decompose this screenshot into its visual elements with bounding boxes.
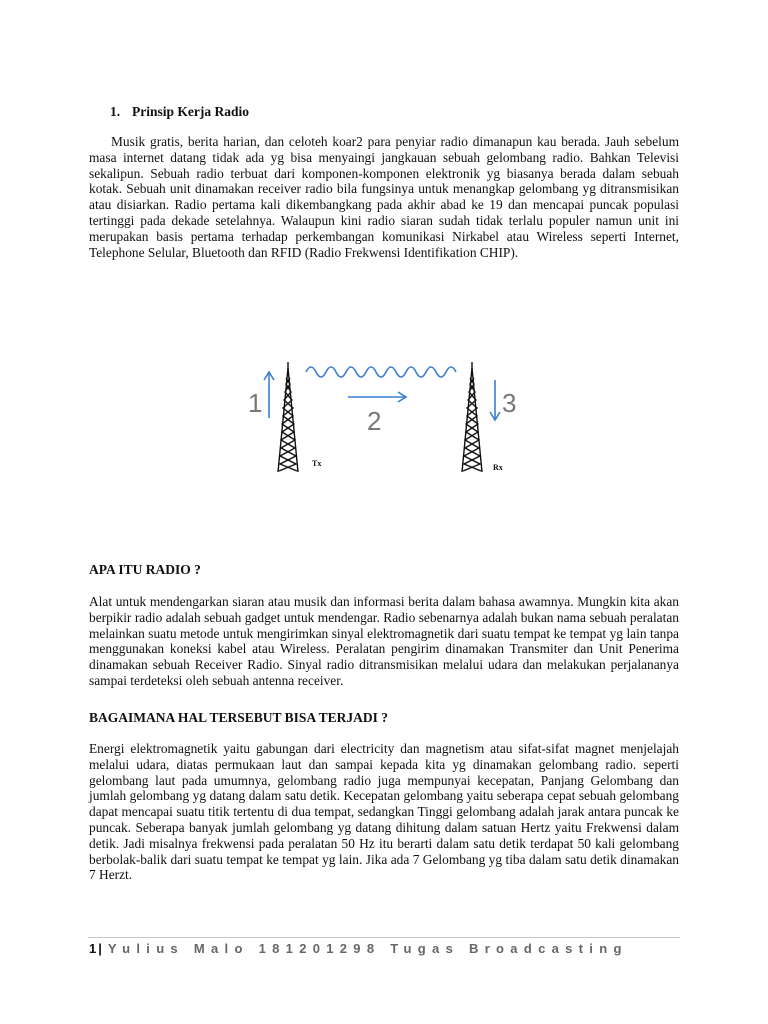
receiver-tower-icon [462, 362, 482, 472]
paragraph-bagaimana: Energi elektromagnetik yaitu gabungan dari electricity dan magnetism atau sifat-sifat magnet menjelajah melalui udara, diatas permukaan laut dan sampai kepada kita yg dinamakan gelombang radio. seperti gelombang laut pada umumnya, gelombang radio juga mempunyai kecepatan, Panjang Gelombang dan jumlah gelombang yg datang dalam satu detik. Kecepatan gelombang yaitu seberapa cepat sebuah gelombang dapat mencapai suatu titik tertentu di dua tempat, sedangkan Tinggi gelombang adalah jarak antara puncak ke puncak. Seberapa banyak jumlah gelombang yg datang dihitung dalam satuan Hertz yaitu Frekwensi dalam detik. Jadi misalnya frekwensi pada peralatan 50 Hz itu berarti dalam satu detik terdapat 50 kali gelombang berbolak-balik dari suatu tempat ke tempat yg lain. Jika ada 7 Gelombang yg tiba dalam satu detik dinamakan 7 Herzt. [89, 741, 679, 883]
rx-label: Rx [493, 463, 503, 472]
radio-transmission-diagram [240, 350, 530, 480]
section-title: Prinsip Kerja Radio [132, 104, 249, 119]
page-number: 1 [89, 941, 97, 956]
paragraph-prinsip: Musik gratis, berita harian, dan celoteh koar2 para penyiar radio dimanapun kau berada. Jauh sebelum masa internet datang tidak ada yg bisa menyaingi jangkauan sebuah gelombang radio. Bahkan Televisi sekalipun. Sebuah radio terbuat dari komponen-komponen elektronik yg biasanya berada dalam sebuah kotak. Sebuah unit dinamakan receiver radio bila fungsinya untuk menangkap gelombang yg ditransmisikan atau disiarkan. Radio pertama kali dikembangkang pada akhir abad ke 19 dan mencapai puncak populasi tertinggi pada dekade setelahnya. Walaupun kini radio siaran sudah tidak terlalu populer namun unit ini merupakan basis pertama terhadap perkembangan komunikasi Nirkabel atau Wireless seperti Internet, Telephone Selular, Bluetooth dan RFID (Radio Frekwensi Identifikation CHIP). [89, 134, 679, 260]
section-heading-prinsip [110, 104, 249, 120]
diagram-label-1: 1 [248, 388, 263, 418]
page-footer [89, 941, 628, 956]
right-arrow-icon [348, 392, 406, 402]
tx-label: Tx [312, 459, 322, 468]
up-arrow-icon [264, 372, 274, 418]
section-heading-bagaimana: BAGAIMANA HAL TERSEBUT BISA TERJADI ? [89, 710, 388, 725]
footer-divider [88, 937, 680, 938]
down-arrow-icon [490, 380, 500, 420]
diagram-label-3: 3 [502, 388, 517, 418]
section-heading-apa-itu-radio: APA ITU RADIO ? [89, 562, 201, 577]
radio-wave-icon [306, 367, 456, 377]
transmitter-tower-icon [278, 362, 298, 472]
section-number: 1. [110, 104, 121, 119]
footer-separator: | [98, 941, 102, 956]
footer-text: Yulius Malo 181201298 Tugas Broadcasting [107, 941, 628, 956]
diagram-label-2: 2 [367, 406, 382, 436]
paragraph-apa-itu-radio: Alat untuk mendengarkan siaran atau musik dan informasi berita dalam bahasa awamnya. Mungkin kita akan berpikir radio adalah sebuah gadget untuk mendengar. Radio sebenarnya adalah bukan nama sebuah peralatan melainkan suatu metode untuk mengirimkan sinyal elektromagnetik dari suatu tempat ke tempat yg lain tanpa menggunakan koneksi kabel atau Wireless. Peralatan pengirim dinamakan Transmiter dan Unit Penerima dinamakan sebuah Receiver Radio. Sinyal radio ditransmisikan melalui udara dan melakukan perjalananya sampai terdeteksi oleh sebuah antenna receiver. [89, 594, 679, 688]
